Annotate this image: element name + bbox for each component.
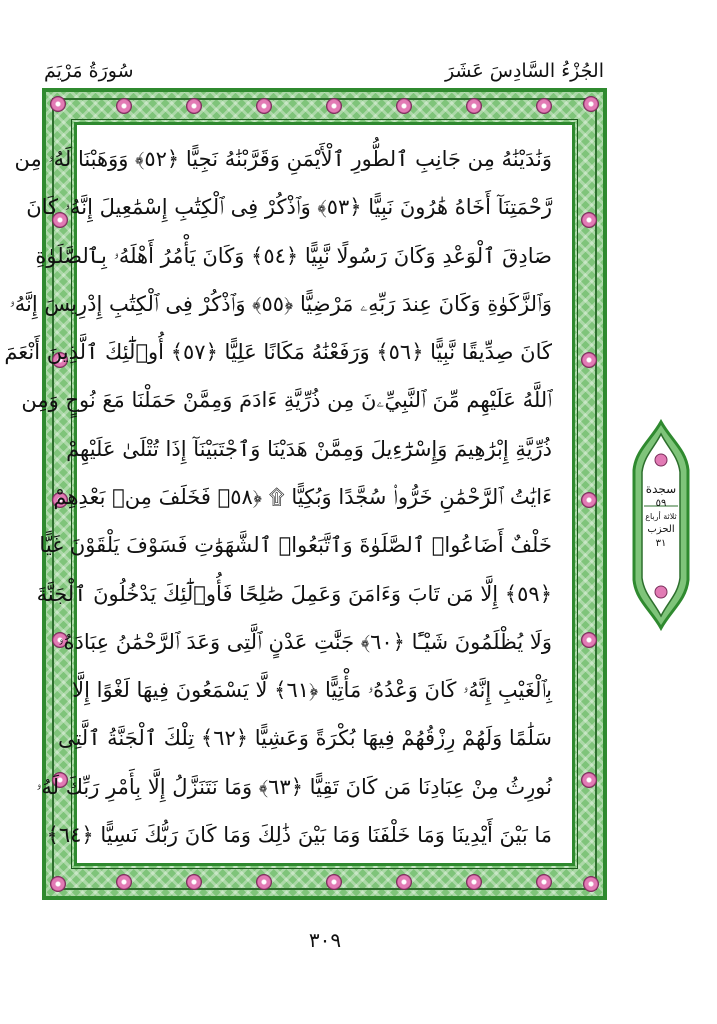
text-panel — [4, 122, 575, 866]
sajda-verse-number: ٥٩ — [655, 498, 667, 509]
flower-ornament-icon — [256, 874, 272, 890]
text-line: بِٱلْغَيْبِ إِنَّهُۥ كَانَ وَعْدُهُۥ مَأْتِيًّا ﴿٦١﴾ لَّا يَسْمَعُونَ فِيهَا لَغْوًا إِلَّا — [72, 678, 552, 703]
flower-ornament-icon — [581, 492, 597, 508]
flower-ornament-icon — [326, 98, 342, 114]
flower-ornament-icon — [256, 98, 272, 114]
flower-ornament-icon — [581, 772, 597, 788]
page-number: ٣٠٩ — [308, 928, 342, 952]
flower-ornament-icon — [581, 352, 597, 368]
flower-ornament-icon — [536, 98, 552, 114]
text-line: مَا بَيْنَ أَيْدِينَا وَمَا خَلْفَنَا وَمَا بَيْنَ ذَٰلِكَ وَمَا كَانَ رَبُّكَ نَسِيًّا ﴿٦٤﴾ — [46, 822, 552, 847]
flower-ornament-icon — [466, 874, 482, 890]
flower-ornament-icon — [396, 98, 412, 114]
sajda-title: سجدة — [645, 482, 677, 496]
juz-title: الجُزْءُ السَّادِسَ عَشَرَ — [444, 60, 604, 82]
text-line: ذُرِّيَّةِ إِبْرَٰهِيمَ وَإِسْرَٰٓءِيلَ وَمِمَّنْ هَدَيْنَا وَٱجْتَبَيْنَآ إِذَا تُتْلَىٰ عَلَيْهِمْ — [66, 436, 552, 461]
flower-ornament-icon — [186, 98, 202, 114]
text-line: خَلْفٌ أَضَاعُوا۟ ٱلصَّلَوٰةَ وَٱتَّبَعُوا۟ ٱلشَّهَوَٰتِ فَسَوْفَ يَلْقَوْنَ غَيًّا — [39, 533, 552, 558]
flower-ornament-icon — [116, 874, 132, 890]
text-line: سَلَٰمًا وَلَهُمْ رِزْقُهُمْ فِيهَا بُكْرَةً وَعَشِيًّا ﴿٦٢﴾ تِلْكَ ٱلْجَنَّةُ ٱلَّتِى — [57, 726, 552, 751]
flower-ornament-icon — [581, 632, 597, 648]
flower-ornament-icon — [186, 874, 202, 890]
text-line: ءَايَٰتُ ٱلرَّحْمَٰنِ خَرُّوا۟ سُجَّدًا وَبُكِيًّا ۩ ﴿٥٨﴾ فَخَلَفَ مِنۢ بَعْدِهِمْ — [53, 484, 552, 509]
flower-ornament-icon — [583, 876, 599, 892]
text-line: رَّحْمَتِنَآ أَخَاهُ هَٰرُونَ نَبِيًّا ﴿٥٣﴾ وَٱذْكُرْ فِى ٱلْكِتَٰبِ إِسْمَٰعِيلَ إِنَّهُۥ كَانَ — [26, 195, 552, 220]
text-line: نُورِثُ مِنْ عِبَادِنَا مَن كَانَ تَقِيًّا ﴿٦٣﴾ وَمَا نَتَنَزَّلُ إِلَّا بِأَمْرِ رَبِّكَ لَهُۥ — [36, 774, 552, 799]
text-line: وَٱلزَّكَوٰةِ وَكَانَ عِندَ رَبِّهِۦ مَرْضِيًّا ﴿٥٥﴾ وَٱذْكُرْ فِى ٱلْكِتَٰبِ إِدْرِيسَ إِنَّهُۥ — [9, 291, 552, 316]
hizb-number: ٣١ — [655, 538, 667, 549]
hizb-quarter: ثلاثة أرباع — [645, 512, 677, 521]
flower-ornament-icon — [536, 874, 552, 890]
text-line: وَنَٰدَيْنَٰهُ مِن جَانِبِ ٱلطُّورِ ٱلْأَيْمَنِ وَقَرَّبْنَٰهُ نَجِيًّا ﴿٥٢﴾ وَوَهَبْنَا لَهُۥ مِن — [14, 147, 552, 171]
text-line: ٱللَّهُ عَلَيْهِم مِّنَ ٱلنَّبِيِّۦنَ مِن ذُرِّيَّةِ ءَادَمَ وَمِمَّنْ حَمَلْنَا مَعَ نُوحٍ وَمِن — [21, 388, 552, 413]
flower-ornament-icon — [466, 98, 482, 114]
flower-ornament-icon — [50, 876, 66, 892]
text-line: كَانَ صِدِّيقًا نَّبِيًّا ﴿٥٦﴾ وَرَفَعْنَٰهُ مَكَانًا عَلِيًّا ﴿٥٧﴾ أُو۟لَٰٓئِكَ ٱلَّذِينَ أَنْعَمَ — [4, 340, 552, 365]
quran-text — [4, 137, 572, 857]
text-line: صَادِقَ ٱلْوَعْدِ وَكَانَ رَسُولًا نَّبِيًّا ﴿٥٤﴾ وَكَانَ يَأْمُرُ أَهْلَهُۥ بِٱلصَّلَوٰةِ — [35, 243, 552, 268]
flower-ornament-icon — [583, 96, 599, 112]
page-header — [44, 56, 604, 86]
text-line: ﴿٥٩﴾ إِلَّا مَن تَابَ وَءَامَنَ وَعَمِلَ صَٰلِحًا فَأُو۟لَٰٓئِكَ يَدْخُلُونَ ٱلْجَنَّةَ — [36, 581, 552, 606]
hizb-label: الحزب — [647, 524, 675, 535]
text-line: وَلَا يُظْلَمُونَ شَيْـًٔا ﴿٦٠﴾ جَنَّٰتِ عَدْنٍ ٱلَّتِى وَعَدَ ٱلرَّحْمَٰنُ عِبَادَهُۥ — [58, 629, 552, 654]
ornamental-frame — [4, 88, 607, 900]
surah-title: سُورَةُ مَرْيَمَ — [44, 60, 134, 82]
flower-ornament-icon — [50, 96, 66, 112]
flower-ornament-icon — [396, 874, 412, 890]
flower-ornament-icon — [326, 874, 342, 890]
flower-ornament-icon — [116, 98, 132, 114]
sajda-margin-marker — [626, 420, 696, 630]
flower-ornament-icon — [581, 212, 597, 228]
